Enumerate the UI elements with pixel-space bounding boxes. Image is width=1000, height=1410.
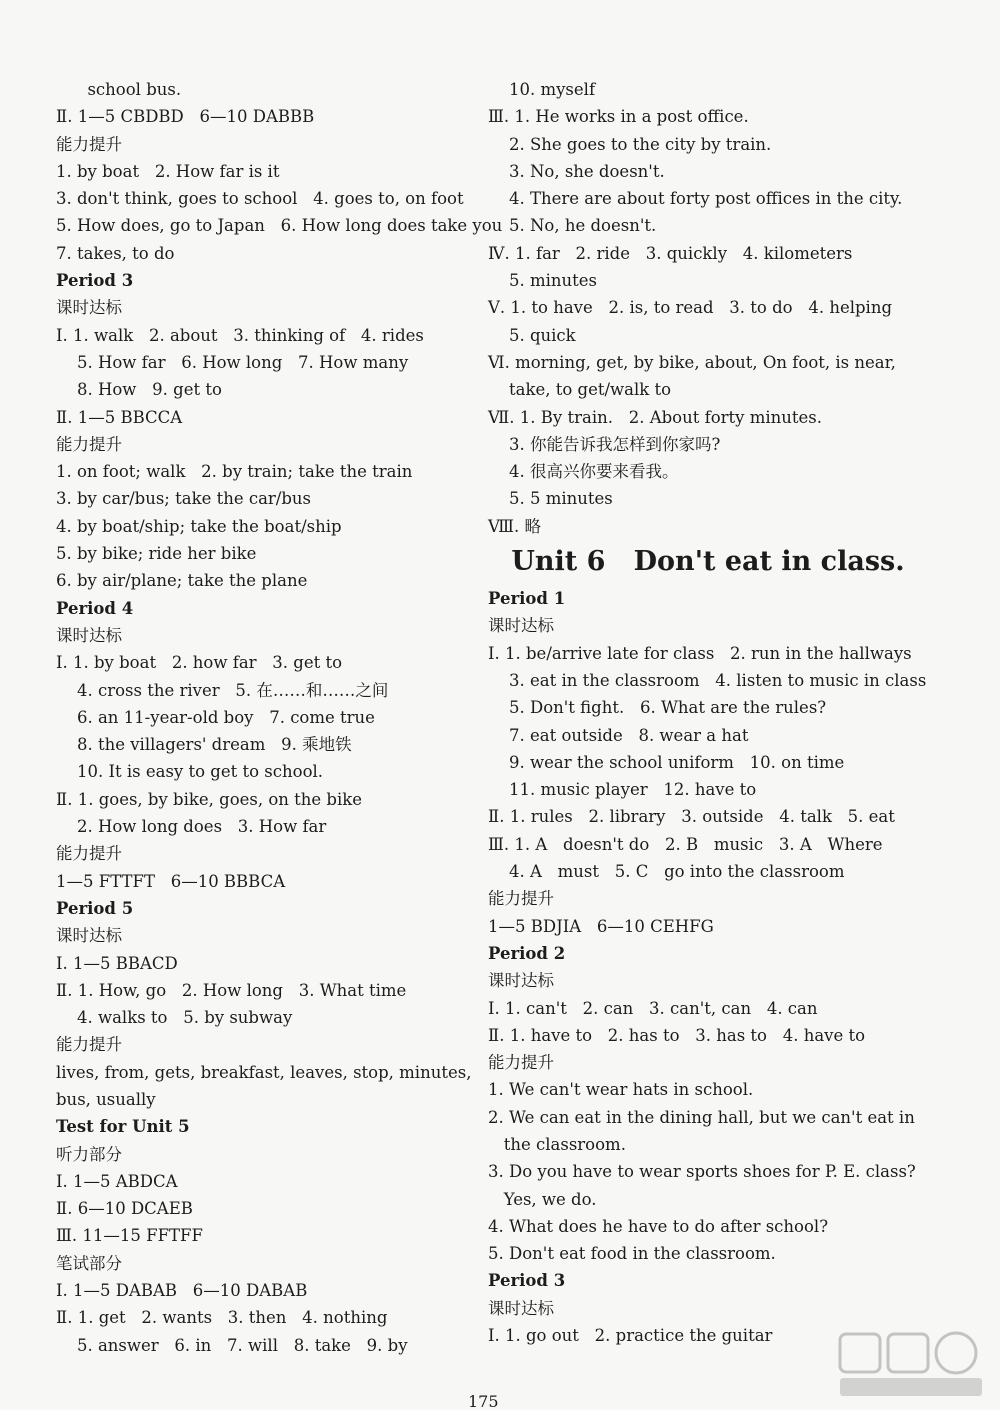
answer-line: Period 2	[488, 943, 566, 963]
answer-line: 1—5 BDJIA 6—10 CEHFG	[488, 916, 714, 936]
answer-line: 2. How long does 3. How far	[56, 817, 327, 837]
answer-line: Yes, we do.	[488, 1189, 597, 1209]
answer-line: 6. by air/plane; take the plane	[56, 571, 308, 591]
answer-line: 4. cross the river 5. 在……和……之间	[56, 680, 389, 700]
answer-line: Ⅱ. 1. get 2. wants 3. then 4. nothing	[56, 1308, 388, 1328]
answer-line: Ⅱ. 1. How, go 2. How long 3. What time	[56, 980, 407, 1000]
answer-line: 1. on foot; walk 2. by train; take the train	[56, 462, 413, 482]
answer-line: bus, usually	[56, 1089, 156, 1109]
answer-line: Period 4	[56, 598, 134, 618]
answer-line: 5. by bike; ride her bike	[56, 544, 257, 564]
answer-line: 4. What does he have to do after school?	[488, 1216, 829, 1236]
answer-line: Ⅰ. 1—5 ABDCA	[56, 1171, 178, 1191]
answer-line: 1. by boat 2. How far is it	[56, 161, 280, 181]
answer-line: the classroom.	[488, 1134, 626, 1154]
answer-line: 4. A must 5. C go into the classroom	[488, 862, 845, 882]
answer-line: 8. How 9. get to	[56, 380, 222, 400]
answer-line: 笔试部分	[56, 1253, 122, 1273]
answer-line: lives, from, gets, breakfast, leaves, stop, minutes,	[56, 1062, 472, 1082]
answer-line: Ⅰ. 1. go out 2. practice the guitar	[488, 1326, 773, 1346]
answer-line: Ⅰ. 1. be/arrive late for class 2. run in the hallways	[488, 643, 912, 663]
answer-line: Ⅷ. 略	[488, 516, 541, 536]
answer-line: Ⅰ. 1—5 BBACD	[56, 953, 178, 973]
answer-line: 8. the villagers' dream 9. 乘地铁	[56, 735, 352, 755]
answer-line: 3. don't think, goes to school 4. goes to, on foot	[56, 189, 464, 209]
answer-line: 能力提升	[488, 1053, 554, 1073]
answer-line: 3. by car/bus; take the car/bus	[56, 489, 312, 509]
answer-line: Ⅲ. 1. A doesn't do 2. B music 3. A Where	[488, 834, 883, 854]
answer-line: Ⅱ. 1—5 CBDBD 6—10 DABBB	[56, 107, 315, 127]
answer-line: school bus.	[56, 80, 182, 99]
answer-line: 2. We can eat in the dining hall, but we can't eat in	[488, 1107, 915, 1127]
answer-line: Ⅰ. 1. walk 2. about 3. thinking of 4. rides	[56, 325, 424, 345]
answer-line: 2. She goes to the city by train.	[488, 134, 772, 154]
answer-line: 课时达标	[56, 926, 122, 946]
answer-line: 4. by boat/ship; take the boat/ship	[56, 516, 342, 536]
answer-line: Period 1	[488, 589, 566, 609]
answer-line: Period 3	[488, 1271, 566, 1291]
answer-line: 4. walks to 5. by subway	[56, 1008, 293, 1028]
answer-line: 5. How far 6. How long 7. How many	[56, 352, 409, 372]
answer-line: Ⅱ. 6—10 DCAEB	[56, 1199, 193, 1219]
answer-line: Ⅶ. 1. By train. 2. About forty minutes.	[488, 407, 823, 427]
answer-line: Ⅰ. 1. can't 2. can 3. can't, can 4. can	[488, 998, 818, 1018]
watermark-logo	[836, 1330, 986, 1400]
answer-line: 能力提升	[488, 889, 554, 909]
right-column	[488, 76, 928, 1349]
answer-line: 5. Don't fight. 6. What are the rules?	[488, 698, 827, 718]
left-column	[56, 76, 503, 1359]
answer-line: 1. We can't wear hats in school.	[488, 1080, 754, 1100]
answer-line: 11. music player 12. have to	[488, 780, 757, 800]
answer-line: 3. 你能告诉我怎样到你家吗?	[488, 434, 721, 454]
answer-line: 3. Do you have to wear sports shoes for P. E. class?	[488, 1162, 916, 1182]
answer-line: Period 3	[56, 271, 134, 291]
page-number: 175	[468, 1394, 499, 1410]
answer-line: 3. eat in the classroom 4. listen to music in class	[488, 670, 927, 690]
answer-line: 3. No, she doesn't.	[488, 161, 665, 181]
unit-title: Unit 6 Don't eat in class.	[511, 546, 905, 578]
answer-line: 能力提升	[56, 1035, 122, 1055]
answer-line: 5. No, he doesn't.	[488, 216, 657, 236]
answer-line: Ⅳ. 1. far 2. ride 3. quickly 4. kilometers	[488, 243, 853, 263]
answer-line: 5. minutes	[488, 271, 598, 291]
answer-line: take, to get/walk to	[488, 380, 672, 400]
answer-line: 能力提升	[56, 134, 122, 154]
answer-line: 7. eat outside 8. wear a hat	[488, 725, 749, 745]
answer-line: 5. How does, go to Japan 6. How long does take you	[56, 216, 503, 236]
answer-line: Ⅱ. 1. have to 2. has to 3. has to 4. have to	[488, 1025, 866, 1045]
answer-line: 6. an 11-year-old boy 7. come true	[56, 707, 375, 727]
answer-line: 5. 5 minutes	[488, 489, 613, 509]
answer-line: 10. It is easy to get to school.	[56, 762, 324, 782]
right-column-bottom	[488, 585, 928, 1349]
right-column-top	[488, 76, 928, 540]
answer-line: 10. myself	[488, 80, 596, 99]
answer-line: 课时达标	[488, 1298, 554, 1318]
answer-line: Ⅴ. 1. to have 2. is, to read 3. to do 4. helping	[488, 298, 893, 318]
answer-line: Ⅱ. 1—5 BBCCA	[56, 407, 183, 427]
answer-line: 课时达标	[56, 298, 122, 318]
answer-line: 4. There are about forty post offices in the city.	[488, 189, 903, 209]
answer-line: Ⅲ. 11—15 FFTFF	[56, 1226, 203, 1246]
answer-line: 5. Don't eat food in the classroom.	[488, 1244, 776, 1264]
answer-line: 7. takes, to do	[56, 243, 175, 263]
answer-line: 4. 很高兴你要来看我。	[488, 462, 679, 482]
answer-line: 课时达标	[488, 616, 554, 636]
answer-line: Ⅰ. 1—5 DABAB 6—10 DABAB	[56, 1281, 308, 1301]
answer-line: Test for Unit 5	[56, 1117, 190, 1137]
answer-line: 听力部分	[56, 1144, 122, 1164]
answer-line: Ⅲ. 1. He works in a post office.	[488, 107, 749, 127]
answer-line: Ⅰ. 1. by boat 2. how far 3. get to	[56, 653, 343, 673]
answer-line: 5. answer 6. in 7. will 8. take 9. by	[56, 1335, 408, 1355]
answer-line: Ⅵ. morning, get, by bike, about, On foot, is near,	[488, 352, 896, 372]
answer-line: 课时达标	[56, 625, 122, 645]
answer-line: 能力提升	[56, 844, 122, 864]
answer-line: 1—5 FTTFT 6—10 BBBCA	[56, 871, 286, 891]
answer-line: 能力提升	[56, 434, 122, 454]
answer-line: 课时达标	[488, 971, 554, 991]
answer-line: Ⅱ. 1. goes, by bike, goes, on the bike	[56, 789, 363, 809]
answer-line: 9. wear the school uniform 10. on time	[488, 752, 845, 772]
answer-line: 5. quick	[488, 325, 576, 345]
answer-line: Ⅱ. 1. rules 2. library 3. outside 4. talk 5. eat	[488, 807, 895, 827]
answer-line: Period 5	[56, 898, 134, 918]
